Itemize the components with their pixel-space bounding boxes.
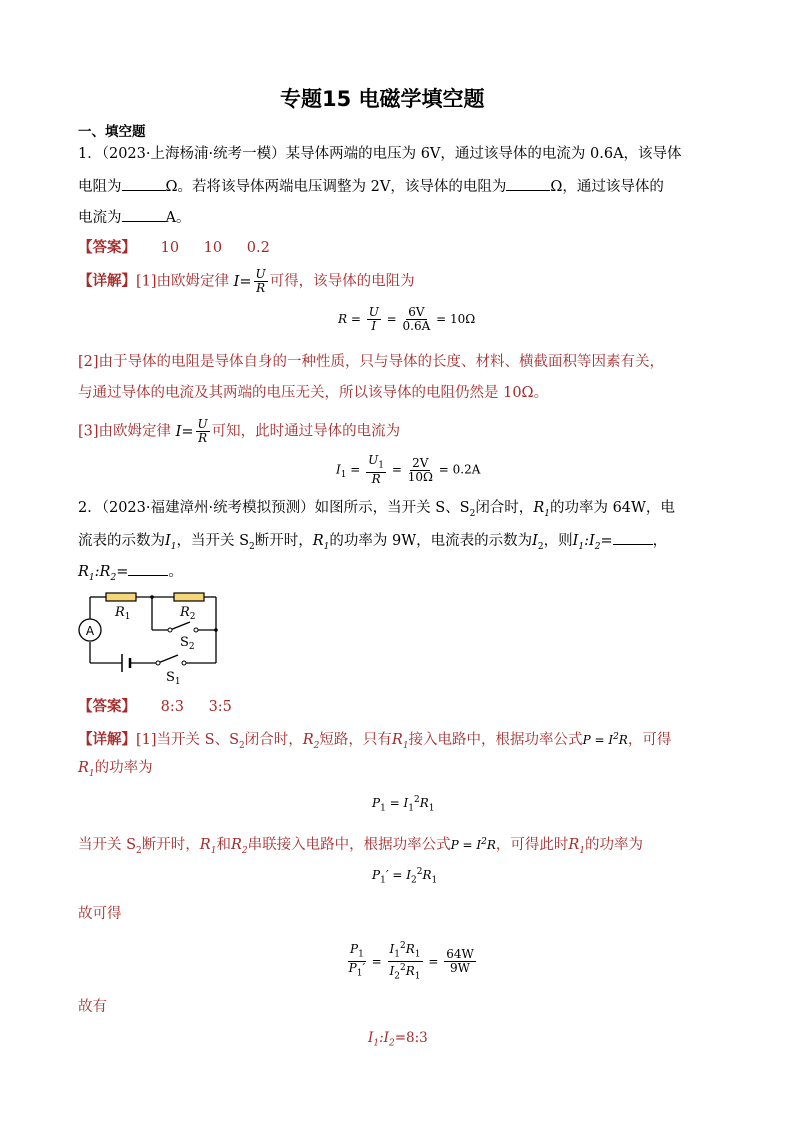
answer-value: 3:5 — [208, 699, 232, 715]
q1-equation-3: $I_1$ = $\frac{U_1}{R}$ = $\frac{2V}{10\Omega}$ = 0.2A — [336, 453, 481, 487]
q2-detail-1: 【详解】[1]当开关 S、$S_2$闭合时，$R_2$短路，只有$R_1$接入电路中，根据功率公式$P = I^2R$，可得 — [78, 732, 672, 751]
q1-detail-2: [2]由于导体的电阻是导体自身的一种性质，只与导体的长度、材料、横截面积等因素有关， — [78, 354, 665, 370]
svg-text:S1: $S_1$ — [166, 670, 181, 686]
detail-text: [1]由欧姆定律 — [136, 273, 230, 290]
q2-final-result: $I_1:I_2=8:3$ — [368, 1030, 428, 1049]
q2-equation-3: $\frac{P_1}{P_1'}$ = $\frac{I_1^2R_1}{I_2^2R_1}$ = $\frac{64W}{9W}$ — [348, 941, 474, 982]
q2-equation-1: $P_1 = I_1^2R_1$ — [372, 795, 435, 814]
q2-so-2: 故有 — [78, 999, 107, 1015]
svg-text:R1: $R_1$ — [115, 605, 131, 622]
q1-line3-a: 电流为 — [78, 210, 122, 226]
svg-text:A: A — [85, 624, 95, 638]
answer-blank[interactable] — [506, 176, 550, 191]
q1-line3 — [78, 207, 190, 228]
q2-answer-row — [78, 697, 232, 717]
answer-blank[interactable] — [128, 561, 168, 576]
q2-equation-2: $P_1' = I_2^2R_1$ — [372, 867, 438, 886]
answer-value: 10 — [203, 240, 223, 256]
ohm-law-formula: I= $\frac{U}{R}$ — [175, 417, 208, 445]
q1-line2 — [78, 176, 664, 197]
q1-answer-row — [78, 238, 270, 258]
q1-line2-b: Ω。若将该导体两端电压调整为 2V，该导体的电阻为 — [165, 179, 507, 195]
resistor-r1 — [106, 593, 136, 601]
q1-detail-2b: 与通过导体的电流及其两端的电压无关，所以该导体的电阻仍然是 10Ω。 — [78, 385, 549, 401]
answer-value: 0.2 — [246, 240, 270, 256]
q1-line2-c: Ω，通过该导体的 — [550, 179, 664, 195]
page-title: 专题15 电磁学填空题 — [280, 87, 485, 111]
q2-line3: $R_1:R_2=$ 。 — [78, 561, 183, 588]
q2-line1: 2．（2023·福建漳州·统考模拟预测）如图所示，当开关 S、$S_2$闭合时，$R_1$的功率为 64W，电 — [78, 500, 675, 519]
q1-detail-1 — [78, 268, 415, 295]
answer-value: 8:3 — [160, 699, 184, 715]
q1-line3-b: A。 — [165, 210, 191, 226]
q1-line2-a: 电阻为 — [78, 179, 122, 195]
answer-blank[interactable] — [613, 530, 653, 545]
resistor-r2 — [174, 593, 204, 601]
q1-line1: 1．（2023·上海杨浦·统考一模）某导体两端的电压为 6V，通过该导体的电流为 0.6A，该导体 — [78, 146, 682, 162]
detail-tag: 【详解】 — [78, 732, 136, 748]
answer-blank[interactable] — [122, 207, 166, 222]
q2-line2: 流表的示数为$I_1$，当开关 $S_2$断开时，$R_1$的功率为 9W，电流表的示数为$I_2$，则$I_1:I_2=$ ， — [78, 530, 667, 557]
answer-value: 10 — [160, 240, 180, 256]
section-heading: 一、填空题 — [78, 124, 146, 140]
q2-so-1: 故可得 — [78, 906, 122, 922]
detail-tag: 【详解】 — [78, 273, 136, 290]
detail-text: 可得，该导体的电阻为 — [269, 273, 415, 290]
answer-blank[interactable] — [122, 176, 166, 191]
answer-tag: 【答案】 — [78, 699, 136, 715]
circuit-diagram — [74, 586, 234, 686]
q2-detail-2: 当开关 $S_2$断开时，$R_1$和$R_2$串联接入电路中，根据功率公式$P = I^2R$，可得此时$R_1$的功率为 — [78, 837, 644, 856]
q1-detail-3: [3]由欧姆定律 I= $\frac{U}{R}$ 可知，此时通过导体的电流为 — [78, 417, 401, 445]
answer-tag: 【答案】 — [78, 240, 136, 256]
q2-detail-1b: $R_1$的功率为 — [78, 760, 153, 779]
q1-equation-1: R = $\frac{U}{I}$ = $\frac{6V}{0.6A}$ = 10Ω — [338, 305, 476, 333]
svg-text:R2: $R_2$ — [180, 605, 196, 622]
svg-text:S2: $S_2$ — [180, 635, 195, 652]
ohm-law-formula: I= $\frac{U}{R}$ — [233, 267, 266, 295]
